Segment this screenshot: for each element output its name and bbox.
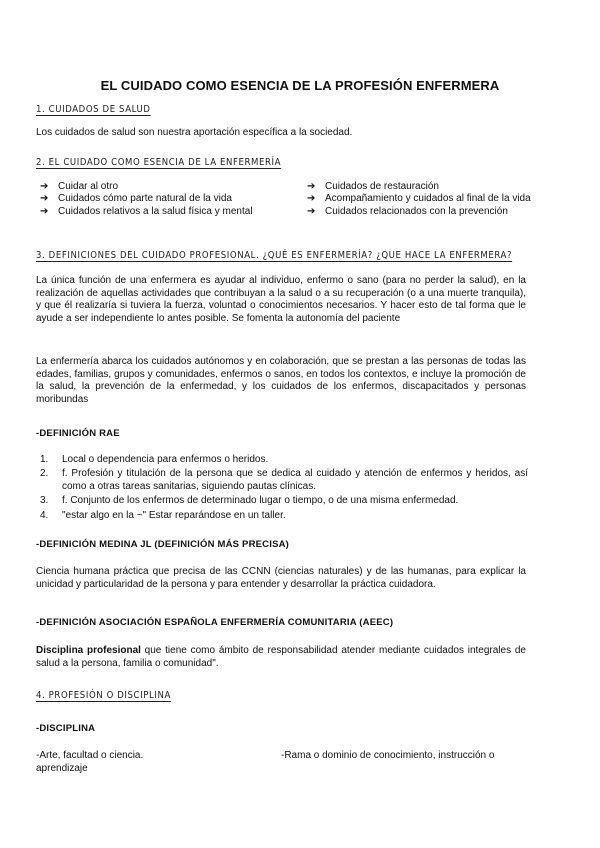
rae-heading: -DEFINICIÓN RAE [36,428,120,439]
arrow-icon: ➔ [40,181,49,192]
list-item: ➔ Cuidados de restauración [307,181,439,192]
care-list-right [307,181,531,218]
list-item: ➔ Cuidados relativos a la salud física y mental [40,205,253,217]
arrow-icon: ➔ [307,205,316,217]
discipline-continuation: aprendizaje [36,763,88,774]
section-3-paragraph-1: La única función de una enfermera es ayudar al individuo, enfermo o sano (para no perder la salud), en la realización de aquellas actividades que contribuyan a la salud o a su recuperación (o a una muerte tranquila), y que él realizaría si tuviera la fuerza, voluntad o conocimientos necesarios. Y hacer esto de tal forma que le ayude a ser independiente lo antes posible. Se fomenta la autonomía del paciente [36,275,526,324]
rae-definitions [36,454,528,524]
list-item: ➔ Cuidados relacionados con la prevención [307,205,508,217]
list-item: 2. f. Profesión y titulación de la persona que se dedica al cuidado y atención de enfermos y heridos, así como a otras tareas sanitarias, siguiendo pautas clínicas. [40,468,528,492]
list-item: 1. Local o dependencia para enfermos o heridos. [40,454,269,465]
list-item: ➔ Cuidar al otro [40,181,119,192]
list-item: 4. "estar algo en la ~" Estar reparándose en un taller. [40,509,286,521]
page-title: EL CUIDADO COMO ESENCIA DE LA PROFESIÓN ENFERMERA [100,78,500,93]
aeec-heading: -DEFINICIÓN ASOCIACIÓN ESPAÑOLA ENFERMERÍA COMUNITARIA (AEEC) [36,617,394,628]
arrow-icon: ➔ [307,181,316,192]
discipline-right: -Rama o dominio de conocimiento, instrucción o [281,750,495,761]
arrow-icon: ➔ [40,193,49,205]
section-heading-1: 1. CUIDADOS DE SALUD [36,104,151,115]
aeec-definition: Disciplina profesional que tiene como ámbito de responsabilidad atender mediante cuidados integrales de salud a la persona, familia o comunidad". [36,645,526,669]
medina-heading: -DEFINICIÓN MEDINA JL (DEFINICIÓN MÁS PRECISA) [36,539,290,550]
aeec-bold-term: Disciplina profesional [36,645,141,656]
section-3-paragraph-2: La enfermería abarca los cuidados autónomos y en colaboración, que se prestan a las personas de todas las edades, familias, grupos y comunidades, enfermos o sanos, en todos los contextos, e incluye la promoción de la salud, la prevención de la enfermedad, y los cuidados de los enfermos, discapacitados y personas moribundas [36,356,526,405]
arrow-icon: ➔ [307,193,316,205]
list-item: 3. f. Conjunto de los enfermos de determinado lugar o tiempo, o de una misma enfermedad. [40,495,459,507]
section-heading-3: 3. DEFINICIONES DEL CUIDADO PROFESIONAL. ¿QUÉ ES ENFERMERÍA? ¿QUE HACE LA ENFERMERA? [36,250,513,261]
list-item: ➔ Acompañamiento y cuidados al final de la vida [307,193,531,205]
arrow-icon: ➔ [40,205,49,217]
section-heading-4: 4. PROFESIÓN O DISCIPLINA [36,690,171,701]
section-heading-2: 2. EL CUIDADO COMO ESENCIA DE LA ENFERMERÍA [36,157,282,168]
discipline-heading: -DISCIPLINA [36,723,96,734]
medina-definition: Ciencia humana práctica que precisa de las CCNN (ciencias naturales) y de las humanas, para explicar la unicidad y particularidad de la persona y para entender y desarrollar la práctica cuidadora. [36,566,526,590]
discipline-left: -Arte, facultad o ciencia. [36,750,144,761]
section-1-text: Los cuidados de salud son nuestra aportación específica a la sociedad. [36,127,353,138]
list-item: ➔ Cuidados cómo parte natural de la vida [40,193,232,205]
care-list-left [40,181,253,218]
